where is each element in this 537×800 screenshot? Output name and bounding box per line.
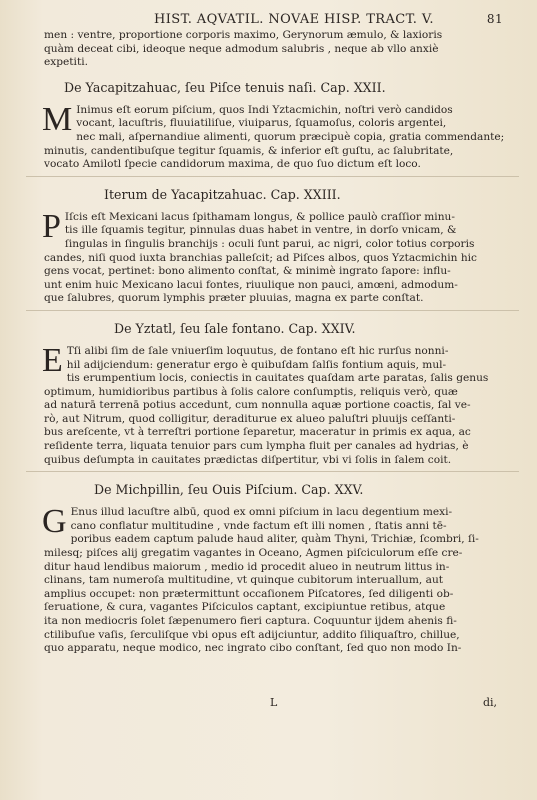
chapter-title: De Yacapitzahuac, ſeu Piſce tenuis naſi. Cap. XXII. (64, 79, 386, 95)
text-line: Enus illud lacuſtre albū, quod ex omni piſcium in lacu degentium mexi- (70, 506, 453, 519)
catchword: di, (482, 696, 497, 709)
running-head-title: HIST. AQVATIL. NOVAE HISP. TRACT. V. (154, 12, 434, 27)
text-line: Inimus eſt eorum piſcium, quos Indi Yztacmichin, noſtri verò candidos (76, 103, 453, 116)
drop-cap: M (42, 100, 73, 138)
text-line: expetiti. (44, 56, 88, 69)
text-line: bus areſcente, vt à terreſtri portione ſeparetur, maceratur in primis ex aqua, ac (44, 426, 471, 439)
page-footer (60, 696, 497, 709)
text-line: gens vocat, pertinet: bono alimento conſtat, & minimè ingrato ſapore: influ- (44, 265, 451, 278)
text-line: nec mali, aſpernandiue alimenti, quorum præcipuè copia, gratia commendante; (76, 130, 505, 143)
chapter-body (42, 100, 509, 172)
text-line: ſingulas in ſingulis branchijs : oculi ſunt parui, ac nigri, color totius corporis (64, 237, 475, 250)
drop-cap: P (42, 207, 61, 245)
text-line: candes, niſi quod iuxta branchias palleſcit; ad Piſces albos, quos Yztacmichin hic (44, 251, 477, 264)
page-number: 81 (486, 12, 503, 26)
text-line: milesq; piſces alij gregatim vagantes in Oceano, Agmen piſciculorum eſſe cre- (44, 547, 463, 560)
text-line: minutis, candentibuſque tegitur ſquamis, & inferior eſt guſtu, ac ſalubritate, (44, 144, 454, 157)
chapter-title: De Michpillin, ſeu Ouis Piſcium. Cap. XXV. (94, 482, 364, 498)
text-line: ad naturā terrenā potius accedunt, cum nonnulla aquæ portione coactis, ſal ve- (44, 399, 471, 412)
text-line: unt enim huic Mexicano lacui fontes, riuulique non pauci, amœni, admodum- (44, 278, 458, 291)
chapter-title: Iterum de Yacapitzahuac. Cap. XXIII. (104, 186, 341, 202)
text-line: que ſalubres, quorum lymphis præter pluuias, magna ex parte conſtat. (44, 292, 424, 305)
text-line: amplius occupet: non prætermittunt occaſionem Piſcatores, ſed diligenti ob- (44, 587, 454, 600)
text-line: optimum, humidioribus partibus à ſolis calore conſumptis, reliquis verò, quæ (44, 385, 458, 398)
text-line: vocato Amilotl ſpecie candidorum maxima, de quo ſuo dictum eſt loco. (44, 158, 421, 171)
text-line: rò, aut Nitrum, quod colligitur, deraditurue ex alueo paluſtri pluuijs ceſſanti- (44, 412, 456, 425)
text-line: ditur haud lendibus maiorum , medio id procedit alueo in neutrum littus in- (44, 560, 450, 573)
section-divider (26, 471, 519, 472)
text-line: hil adijciendum: generatur ergo è quibuſdam ſalſis fontium aquis, mul- (66, 358, 447, 371)
text-line: poribus eadem captum palude haud aliter, quàm Thyni, Trichiæ, ſcombri, ſi- (70, 533, 479, 546)
chapter-xxiii (44, 187, 509, 311)
text-line: cano conflatur multitudine , vnde factum eſt illi nomen , ſtatis anni tē- (70, 519, 447, 532)
section-divider (26, 176, 519, 177)
section-divider (26, 310, 519, 311)
text-line: men : ventre, proportione corporis maximo, Gerynorum æmulo, & laxioris (44, 29, 443, 41)
intro-paragraph (44, 29, 509, 70)
chapter-body (42, 503, 509, 656)
chapter-title: De Yztatl, ſeu ſale fontano. Cap. XXIV. (114, 320, 356, 336)
text-line: Tſi alibi ſim de ſale vniuerſim loquutus, de fontano eſt hic rurſus nonni- (66, 344, 449, 357)
text-line: clinans, tam numeroſa multitudine, vt quinque cubitorum interuallum, aut (44, 574, 444, 587)
drop-cap: G (42, 503, 67, 541)
text-line: tis ille ſquamis tegitur, pinnulas duas habet in ventre, in dorſo vnicam, & (64, 224, 457, 237)
chapter-body (42, 341, 509, 467)
text-line: vocant, lacuſtris, fluuiatiliſue, viuiparus, ſquamoſus, coloris argentei, (76, 117, 447, 130)
chapter-body (42, 207, 509, 306)
text-line: ita non mediocris ſolet ſæpenumero fieri captura. Coquuntur ijdem ahenis fi- (44, 615, 457, 627)
signature-mark: L (270, 696, 278, 709)
drop-cap: E (42, 341, 63, 379)
text-line: ſeruatione, & cura, vagantes Piſciculos captant, excipiuntue retibus, atque (44, 601, 446, 614)
text-line: ctilibuſue vaſis, ſerculiſque vbi opus eſt adijciuntur, addito ſiliquaſtro, chillue, (44, 628, 460, 641)
text-line: quo apparatu, neque modico, nec ingrato cibo conſtant, ſed quo non modo In- (44, 642, 462, 655)
chapter-xxii (44, 80, 509, 177)
text-line: quibus deſumpta in cauitates prædictas diſpertitur, vbi vi ſolis in ſalem coit. (44, 453, 452, 466)
text-line: tis erumpentium locis, coniectis in cauitates quaſdam arte paratas, ſalis genus (66, 372, 489, 385)
running-head (154, 12, 509, 27)
text-line: Iſcis eſt Mexicani lacus ſpithamam longus, & pollice paulò craſſior minu- (64, 210, 455, 223)
chapter-xxv (44, 482, 509, 656)
text-line: quàm deceat cibi, ideoque neque admodum salubris , neque ab vllo anxiè (44, 42, 439, 55)
chapter-xxiv (44, 321, 509, 472)
text-line: reſidente terra, liquata tenuior pars cum lympha fluit per canales ad hydrias, è (44, 440, 469, 453)
